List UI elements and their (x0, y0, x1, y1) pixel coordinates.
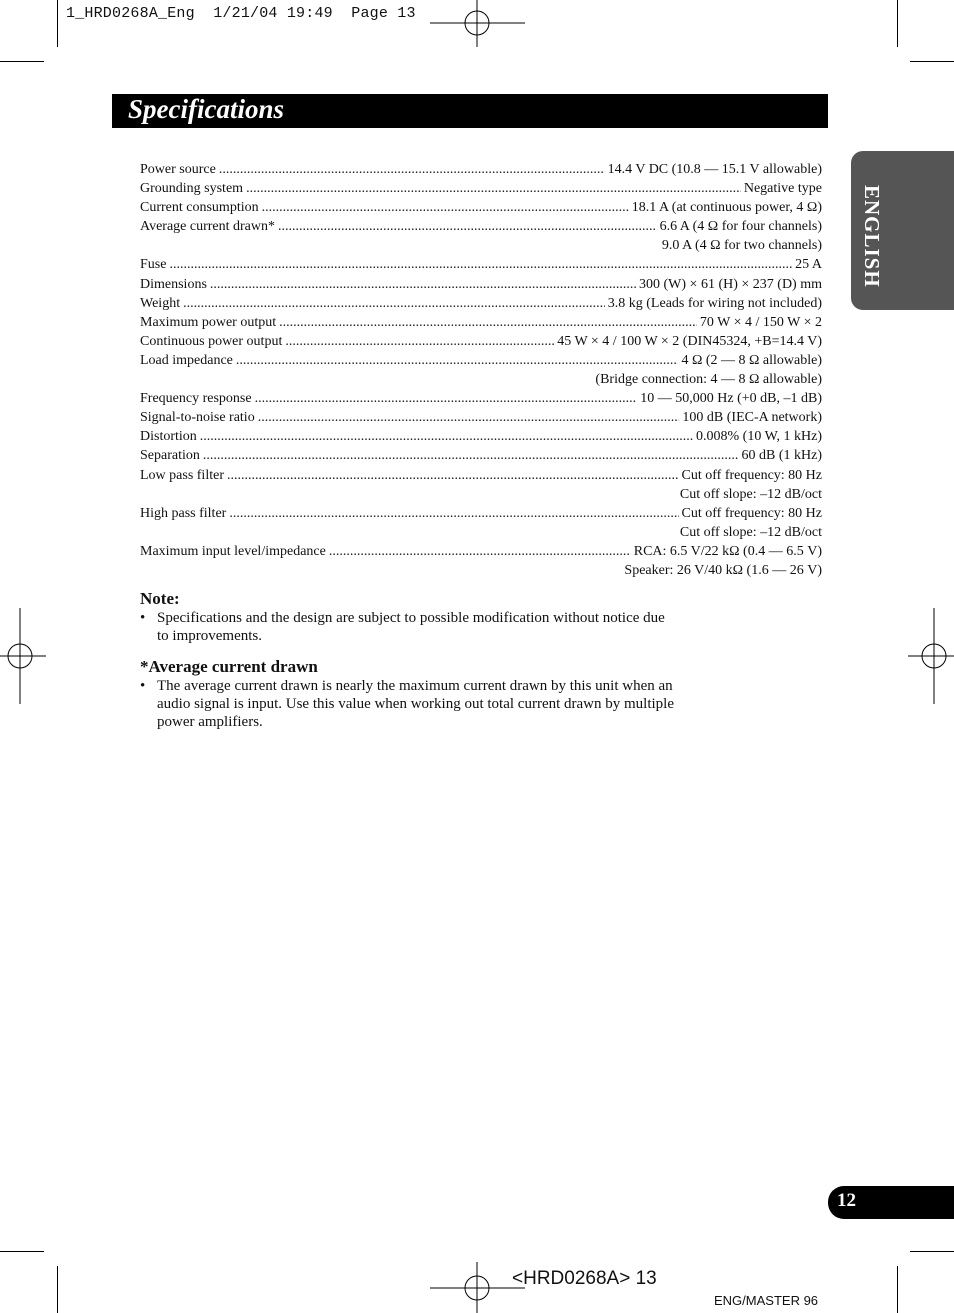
spec-row (140, 294, 822, 313)
spec-label: Maximum input level/impedance (140, 543, 326, 559)
spec-label: Current consumption (140, 200, 259, 216)
spec-value: 3.8 kg (Leads for wiring not included) (607, 295, 822, 311)
spec-row (140, 217, 822, 236)
spec-label: Continuous power output (140, 333, 283, 349)
spec-label: Distortion (140, 429, 197, 445)
language-tab-label: ENGLISH (860, 185, 884, 288)
spec-continuation-row (140, 561, 822, 580)
specs-list (140, 160, 822, 580)
note-bullet: • Specifications and the design are subject to possible modification without notice due to improvements. (140, 609, 677, 645)
spec-row (140, 389, 822, 408)
spec-value: 9.0 A (4 Ω for two channels) (661, 238, 822, 254)
leader-dots (236, 351, 679, 370)
crop-mark (0, 1251, 44, 1252)
spec-value: Cut off frequency: 80 Hz (681, 505, 822, 521)
spec-label: Fuse (140, 257, 167, 273)
spec-value: 4 Ω (2 — 8 Ω allowable) (681, 352, 822, 368)
spec-label: Dimensions (140, 276, 207, 292)
spec-label: Weight (140, 295, 181, 311)
leader-dots (229, 504, 678, 523)
spec-value: 18.1 A (at continuous power, 4 Ω) (631, 200, 822, 216)
crop-mark (910, 1251, 954, 1252)
leader-dots (278, 217, 657, 236)
crop-mark (57, 0, 58, 47)
spec-value: 100 dB (IEC-A network) (682, 410, 822, 426)
crop-mark (897, 0, 898, 47)
spec-continuation-row (140, 236, 822, 255)
leader-dots (219, 160, 605, 179)
spec-value: RCA: 6.5 V/22 kΩ (0.4 — 6.5 V) (633, 543, 822, 559)
spec-label: Load impedance (140, 352, 233, 368)
spec-value: Speaker: 26 V/40 kΩ (1.6 — 26 V) (624, 562, 822, 578)
print-header: 1_HRD0268A_Eng 1/21/04 19:49 Page 13 (66, 5, 416, 22)
spec-value: 60 dB (1 kHz) (741, 448, 822, 464)
spec-row (140, 275, 822, 294)
spec-continuation-row (140, 485, 822, 504)
spec-value: 6.6 A (4 Ω for four channels) (659, 219, 822, 235)
spec-label: Maximum power output (140, 314, 277, 330)
leader-dots (210, 275, 636, 294)
leader-dots (262, 198, 629, 217)
spec-label: Low pass filter (140, 467, 224, 483)
spec-label: Signal-to-noise ratio (140, 410, 255, 426)
spec-value: (Bridge connection: 4 — 8 Ω allowable) (595, 372, 822, 388)
leader-dots (258, 408, 680, 427)
leader-dots (169, 255, 792, 274)
leader-dots (279, 313, 697, 332)
spec-value: 300 (W) × 61 (H) × 237 (D) mm (639, 276, 822, 292)
spec-row (140, 504, 822, 523)
page-number: 12 (837, 1190, 856, 1211)
spec-row (140, 351, 822, 370)
spec-row (140, 542, 822, 561)
registration-mark-top (430, 0, 526, 50)
average-current-section (140, 657, 700, 731)
footer-code: <HRD0268A> 13 (512, 1268, 657, 1289)
page-title: Specifications (128, 94, 284, 124)
spec-continuation-row (140, 370, 822, 389)
spec-label: Frequency response (140, 391, 252, 407)
spec-value: Cut off slope: –12 dB/oct (679, 524, 822, 540)
spec-row (140, 255, 822, 274)
registration-mark-left (0, 608, 50, 704)
spec-value: Cut off slope: –12 dB/oct (679, 486, 822, 502)
spec-value: 14.4 V DC (10.8 — 15.1 V allowable) (607, 162, 822, 177)
spec-continuation-row (140, 523, 822, 542)
note-section (140, 589, 700, 645)
spec-label: Grounding system (140, 181, 244, 197)
footer-master: ENG/MASTER 96 (714, 1293, 819, 1308)
note-heading: Note: (140, 589, 180, 608)
spec-label: Separation (140, 448, 200, 464)
leader-dots (183, 294, 605, 313)
spec-row (140, 408, 822, 427)
spec-value: Cut off frequency: 80 Hz (681, 467, 822, 483)
crop-mark (910, 61, 954, 62)
spec-row (140, 466, 822, 485)
leader-dots (200, 427, 693, 446)
leader-dots (227, 466, 679, 485)
leader-dots (255, 389, 638, 408)
spec-row (140, 427, 822, 446)
average-current-bullet: • The average current drawn is nearly the maximum current drawn by this unit when an audio signal is input. Use this value when working out total current drawn by multiple power amplifiers. (140, 677, 677, 731)
language-tab (851, 151, 954, 310)
spec-value: 70 W × 4 / 150 W × 2 (699, 314, 822, 330)
spec-row (140, 160, 822, 179)
page-number-badge (828, 1186, 954, 1219)
spec-label: High pass filter (140, 505, 227, 521)
spec-value: 25 A (795, 257, 822, 273)
average-current-heading: *Average current drawn (140, 657, 318, 676)
spec-row (140, 313, 822, 332)
leader-dots (329, 542, 631, 561)
spec-value: 0.008% (10 W, 1 kHz) (696, 429, 822, 445)
spec-label: Power source (140, 162, 216, 177)
leader-dots (203, 446, 739, 465)
spec-value: Negative type (743, 181, 822, 197)
spec-value: 45 W × 4 / 100 W × 2 (DIN45324, +B=14.4 V) (557, 333, 822, 349)
spec-row (140, 179, 822, 198)
leader-dots (246, 179, 741, 198)
registration-mark-right (906, 608, 954, 704)
spec-label: Average current drawn* (140, 219, 276, 235)
crop-mark (57, 1266, 58, 1313)
leader-dots (285, 332, 554, 351)
crop-mark (897, 1266, 898, 1313)
title-bar (112, 94, 828, 128)
spec-row (140, 198, 822, 217)
crop-mark (0, 61, 44, 62)
spec-value: 10 — 50,000 Hz (+0 dB, –1 dB) (640, 391, 822, 407)
spec-row (140, 446, 822, 465)
spec-row (140, 332, 822, 351)
